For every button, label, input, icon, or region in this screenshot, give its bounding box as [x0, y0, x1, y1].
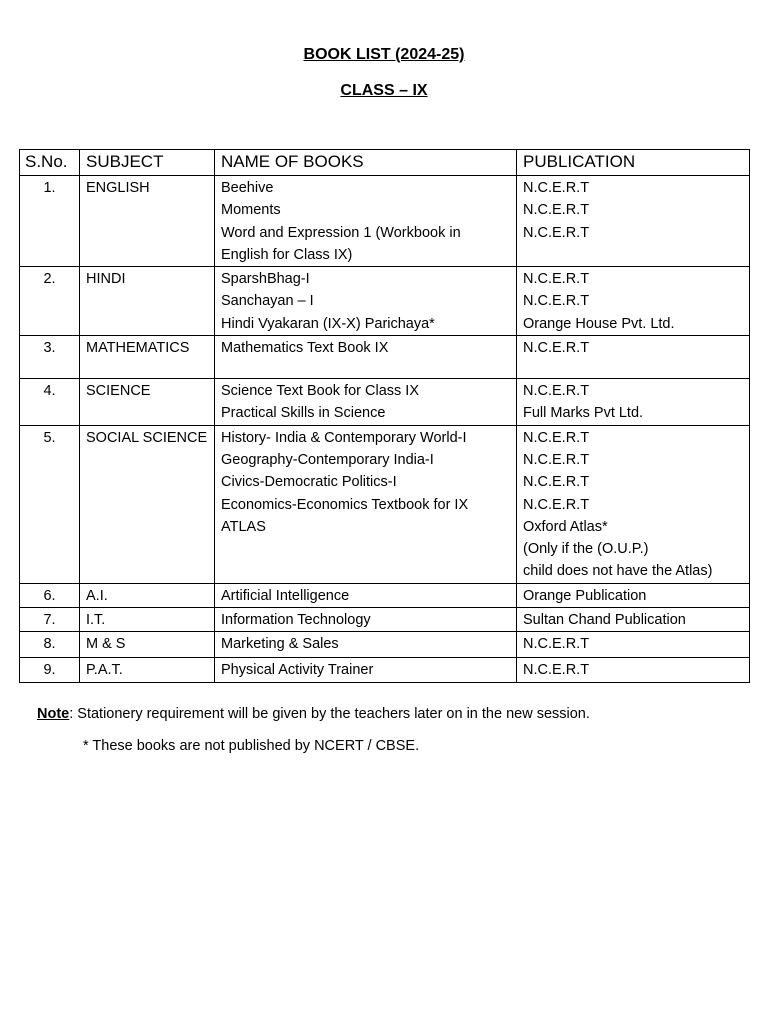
note-label: Note — [37, 706, 70, 722]
book-title: Physical Activity Trainer — [221, 662, 374, 679]
table-row — [20, 176, 750, 267]
row-subject: SCIENCE — [80, 379, 215, 426]
note-text: : Stationery requirement will be given by the teachers later on in the new session. — [69, 706, 590, 722]
header-subject: SUBJECT — [80, 150, 215, 176]
row-books — [215, 583, 517, 607]
table-row — [20, 583, 750, 607]
book-title: Moments — [221, 202, 281, 219]
page-title: BOOK LIST (2024-25) — [303, 46, 465, 63]
publisher: N.C.E.R.T — [523, 202, 590, 219]
publisher: (Only if the (O.U.P.) — [523, 541, 649, 558]
table-row — [20, 425, 750, 583]
row-subject: I.T. — [80, 608, 215, 632]
row-books — [215, 608, 517, 632]
table-row — [20, 267, 750, 336]
table-row — [20, 608, 750, 632]
note — [37, 706, 590, 722]
publisher: Orange Publication — [523, 587, 647, 604]
row-publications — [517, 583, 750, 607]
publisher: N.C.E.R.T — [523, 662, 590, 679]
row-sno: 4. — [20, 379, 80, 426]
publisher: N.C.E.R.T — [523, 224, 590, 241]
row-sno: 5. — [20, 425, 80, 583]
row-subject: SOCIAL SCIENCE — [80, 425, 215, 583]
book-title: Mathematics Text Book IX — [221, 340, 389, 357]
row-subject: P.A.T. — [80, 658, 215, 682]
row-publications — [517, 658, 750, 682]
header-publication: PUBLICATION — [517, 150, 750, 176]
table-header-row — [20, 150, 750, 176]
publisher: Oxford Atlas* — [523, 518, 608, 535]
table-row — [20, 632, 750, 658]
row-publications — [517, 379, 750, 426]
book-title: Word and Expression 1 (Workbook in English for Class IX) — [221, 224, 461, 263]
publisher: N.C.E.R.T — [523, 180, 590, 196]
book-title: Science Text Book for Class IX — [221, 383, 419, 400]
row-sno: 3. — [20, 336, 80, 379]
publisher: N.C.E.R.T — [523, 340, 590, 357]
row-sno: 6. — [20, 583, 80, 607]
row-books — [215, 176, 517, 267]
book-title: Geography-Contemporary India-I — [221, 451, 434, 468]
book-title: Sanchayan – I — [221, 293, 314, 310]
book-title: SparshBhag-I — [221, 271, 310, 288]
publisher: N.C.E.R.T — [523, 429, 590, 446]
book-title: ATLAS — [221, 518, 266, 535]
row-books — [215, 632, 517, 658]
row-publications — [517, 425, 750, 583]
publisher: N.C.E.R.T — [523, 496, 590, 513]
table-row — [20, 658, 750, 682]
row-sno: 1. — [20, 176, 80, 267]
row-books — [215, 267, 517, 336]
book-title: Hindi Vyakaran (IX-X) Parichaya* — [221, 315, 435, 332]
book-title: Civics-Democratic Politics-I — [221, 474, 397, 491]
row-sno: 2. — [20, 267, 80, 336]
row-publications — [517, 608, 750, 632]
book-title: Practical Skills in Science — [221, 405, 386, 422]
book-title: Beehive — [221, 180, 274, 196]
table-row — [20, 379, 750, 426]
book-title: Marketing & Sales — [221, 636, 339, 653]
book-title: Information Technology — [221, 612, 371, 629]
row-sno: 7. — [20, 608, 80, 632]
footnote: * These books are not published by NCERT / CBSE. — [83, 738, 420, 754]
book-title: Economics-Economics Textbook for IX — [221, 496, 469, 513]
table-row — [20, 336, 750, 379]
row-subject: ENGLISH — [80, 176, 215, 267]
row-sno: 8. — [20, 632, 80, 658]
book-title: Artificial Intelligence — [221, 587, 350, 604]
publisher: Full Marks Pvt Ltd. — [523, 405, 644, 422]
book-title: History- India & Contemporary World-I — [221, 429, 467, 446]
publisher: N.C.E.R.T — [523, 451, 590, 468]
row-publications — [517, 632, 750, 658]
publisher: Sultan Chand Publication — [523, 612, 686, 629]
publisher: N.C.E.R.T — [523, 293, 590, 310]
row-subject: A.I. — [80, 583, 215, 607]
publisher: child does not have the Atlas) — [523, 563, 713, 580]
publisher: N.C.E.R.T — [523, 636, 590, 653]
book-list-table — [19, 149, 750, 683]
row-publications — [517, 267, 750, 336]
row-publications — [517, 336, 750, 379]
class-subtitle: CLASS – IX — [340, 82, 428, 99]
row-subject: HINDI — [80, 267, 215, 336]
row-books — [215, 425, 517, 583]
header-sno: S.No. — [20, 150, 80, 176]
row-books — [215, 336, 517, 379]
row-subject: MATHEMATICS — [80, 336, 215, 379]
row-subject: M & S — [80, 632, 215, 658]
row-sno: 9. — [20, 658, 80, 682]
publisher: Orange House Pvt. Ltd. — [523, 315, 675, 332]
header-books: NAME OF BOOKS — [215, 150, 517, 176]
publisher: N.C.E.R.T — [523, 271, 590, 288]
row-books — [215, 379, 517, 426]
publisher: N.C.E.R.T — [523, 383, 590, 400]
row-publications — [517, 176, 750, 267]
publisher: N.C.E.R.T — [523, 474, 590, 491]
row-books — [215, 658, 517, 682]
